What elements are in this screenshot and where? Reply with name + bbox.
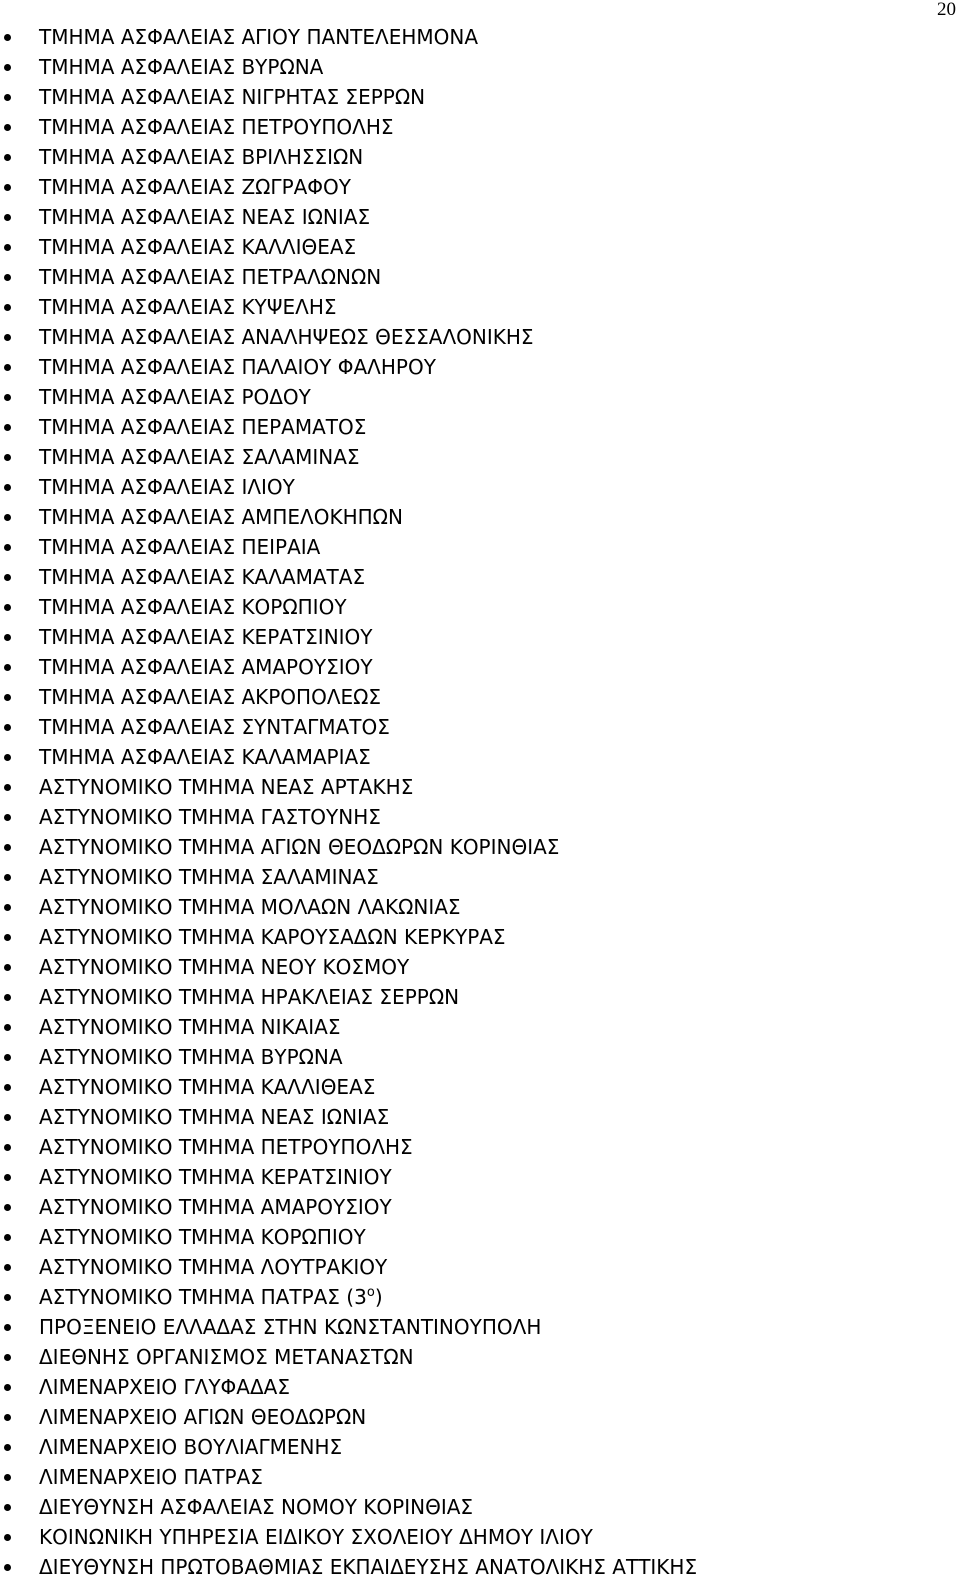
list-item-text: ΤΜΗΜΑ ΑΣΦΑΛΕΙΑΣ ΙΛΙΟΥ [39, 475, 295, 499]
bullet-icon [4, 1414, 11, 1421]
list-item [0, 952, 960, 982]
list-item-text: ΛΙΜΕΝΑΡΧΕΙΟ ΒΟΥΛΙΑΓΜΕΝΗΣ [39, 1435, 343, 1459]
bullet-icon [4, 424, 11, 431]
list-item-text: ΑΣΤΥΝΟΜΙΚΟ ΤΜΗΜΑ ΝΕΑΣ ΙΩΝΙΑΣ [39, 1105, 390, 1129]
list-item [0, 772, 960, 802]
bullet-icon [4, 64, 11, 71]
list-item-superscript: ο [366, 1285, 375, 1300]
bullet-icon [4, 1294, 11, 1301]
list-item-text: ΤΜΗΜΑ ΑΣΦΑΛΕΙΑΣ ΚΕΡΑΤΣΙΝΙΟΥ [39, 625, 373, 649]
list-item-text: ΑΣΤΥΝΟΜΙΚΟ ΤΜΗΜΑ ΒΥΡΩΝΑ [39, 1045, 343, 1069]
bullet-icon [4, 1054, 11, 1061]
list-item [0, 352, 960, 382]
bullet-icon [4, 1174, 11, 1181]
list-item-text: ΑΣΤΥΝΟΜΙΚΟ ΤΜΗΜΑ ΝΕΑΣ ΑΡΤΑΚΗΣ [39, 775, 414, 799]
list-item [0, 652, 960, 682]
list-item-text: ΑΣΤΥΝΟΜΙΚΟ ΤΜΗΜΑ ΜΟΛΑΩΝ ΛΑΚΩΝΙΑΣ [39, 895, 461, 919]
list-item [0, 262, 960, 292]
list-item-text: ΑΣΤΥΝΟΜΙΚΟ ΤΜΗΜΑ ΣΑΛΑΜΙΝΑΣ [39, 865, 379, 889]
list-item-text: ΠΡΟΞΕΝΕΙΟ ΕΛΛΑΔΑΣ ΣΤΗΝ ΚΩΝΣΤΑΝΤΙΝΟΥΠΟΛΗ [39, 1315, 542, 1339]
list-item-text: ΤΜΗΜΑ ΑΣΦΑΛΕΙΑΣ ΚΥΨΕΛΗΣ [39, 295, 337, 319]
list-item [0, 1162, 960, 1192]
list-item-text: ΤΜΗΜΑ ΑΣΦΑΛΕΙΑΣ ΑΜΠΕΛΟΚΗΠΩΝ [39, 505, 403, 529]
list-item [0, 1552, 960, 1582]
list-item [0, 292, 960, 322]
list-item-text: ΤΜΗΜΑ ΑΣΦΑΛΕΙΑΣ ΚΑΛΛΙΘΕΑΣ [39, 235, 357, 259]
list-item-text: ΑΣΤΥΝΟΜΙΚΟ ΤΜΗΜΑ ΚΕΡΑΤΣΙΝΙΟΥ [39, 1165, 392, 1189]
list-item [0, 1522, 960, 1552]
list-item [0, 52, 960, 82]
list-item [0, 592, 960, 622]
list-item-text: ΔΙΕΥΘΥΝΣΗ ΠΡΩΤΟΒΑΘΜΙΑΣ ΕΚΠΑΙΔΕΥΣΗΣ ΑΝΑΤΟΛΙΚΗΣ ΑΤΤΙΚΗΣ [39, 1555, 698, 1579]
bullet-icon [4, 1444, 11, 1451]
list-item [0, 1132, 960, 1162]
list-item-text: ΤΜΗΜΑ ΑΣΦΑΛΕΙΑΣ ΠΕΙΡΑΙΑ [39, 535, 321, 559]
list-item-text: ΤΜΗΜΑ ΑΣΦΑΛΕΙΑΣ ΣΑΛΑΜΙΝΑΣ [39, 445, 360, 469]
bullet-icon [4, 1534, 11, 1541]
list-item-text: ΑΣΤΥΝΟΜΙΚΟ ΤΜΗΜΑ ΠΑΤΡΑΣ (3 [39, 1285, 367, 1309]
list-item [0, 382, 960, 412]
bullet-icon [4, 994, 11, 1001]
list-item-text: ΤΜΗΜΑ ΑΣΦΑΛΕΙΑΣ ΚΟΡΩΠΙΟΥ [39, 595, 347, 619]
list-item [0, 1192, 960, 1222]
list-item-text: ΑΣΤΥΝΟΜΙΚΟ ΤΜΗΜΑ ΚΟΡΩΠΙΟΥ [39, 1225, 366, 1249]
list-item [0, 1042, 960, 1072]
list-item-text: ΤΜΗΜΑ ΑΣΦΑΛΕΙΑΣ ΑΚΡΟΠΟΛΕΩΣ [39, 685, 382, 709]
list-item-text: ΤΜΗΜΑ ΑΣΦΑΛΕΙΑΣ ΒΡΙΛΗΣΣΙΩΝ [39, 145, 364, 169]
list-item [0, 1072, 960, 1102]
bullet-icon [4, 34, 11, 41]
list-item [0, 562, 960, 592]
list-item-text: ΤΜΗΜΑ ΑΣΦΑΛΕΙΑΣ ΝΙΓΡΗΤΑΣ ΣΕΡΡΩΝ [39, 85, 426, 109]
list-item-text: ΤΜΗΜΑ ΑΣΦΑΛΕΙΑΣ ΠΕΤΡΟΥΠΟΛΗΣ [39, 115, 394, 139]
list-item [0, 472, 960, 502]
list-item [0, 1012, 960, 1042]
list-item-text: ΔΙΕΥΘΥΝΣΗ ΑΣΦΑΛΕΙΑΣ ΝΟΜΟΥ ΚΟΡΙΝΘΙΑΣ [39, 1495, 474, 1519]
bullet-icon [4, 814, 11, 821]
bullet-icon [4, 154, 11, 161]
bullet-icon [4, 1114, 11, 1121]
list-item-text: ΤΜΗΜΑ ΑΣΦΑΛΕΙΑΣ ΑΓΙΟΥ ΠΑΝΤΕΛΕΗΜΟΝΑ [39, 25, 479, 49]
bullet-icon [4, 214, 11, 221]
list-item-text: ΔΙΕΘΝΗΣ ΟΡΓΑΝΙΣΜΟΣ ΜΕΤΑΝΑΣΤΩΝ [39, 1345, 414, 1369]
list-item-text: ΤΜΗΜΑ ΑΣΦΑΛΕΙΑΣ ΑΜΑΡΟΥΣΙΟΥ [39, 655, 373, 679]
list-item-text: ΤΜΗΜΑ ΑΣΦΑΛΕΙΑΣ ΑΝΑΛΗΨΕΩΣ ΘΕΣΣΑΛΟΝΙΚΗΣ [39, 325, 534, 349]
list-item [0, 1462, 960, 1492]
list-item [0, 1492, 960, 1522]
list-item-text: ΑΣΤΥΝΟΜΙΚΟ ΤΜΗΜΑ ΚΑΛΛΙΘΕΑΣ [39, 1075, 376, 1099]
list-item [0, 412, 960, 442]
bullet-icon [4, 634, 11, 641]
list-item [0, 202, 960, 232]
bullet-icon [4, 1564, 11, 1571]
list-item-text: ΤΜΗΜΑ ΑΣΦΑΛΕΙΑΣ ΚΑΛΑΜΑΡΙΑΣ [39, 745, 371, 769]
list-item-text: ΤΜΗΜΑ ΑΣΦΑΛΕΙΑΣ ΡΟΔΟΥ [39, 385, 311, 409]
bullet-icon [4, 1324, 11, 1331]
list-item-text: ΑΣΤΥΝΟΜΙΚΟ ΤΜΗΜΑ ΠΕΤΡΟΥΠΟΛΗΣ [39, 1135, 413, 1159]
bullet-icon [4, 1024, 11, 1031]
list-item-text: ΑΣΤΥΝΟΜΙΚΟ ΤΜΗΜΑ ΝΕΟΥ ΚΟΣΜΟΥ [39, 955, 410, 979]
bullet-icon [4, 274, 11, 281]
bullet-icon [4, 1084, 11, 1091]
list-item [0, 1432, 960, 1462]
list-item [0, 1282, 960, 1312]
list-item [0, 1312, 960, 1342]
list-item-text: ΚΟΙΝΩΝΙΚΗ ΥΠΗΡΕΣΙΑ ΕΙΔΙΚΟΥ ΣΧΟΛΕΙΟΥ ΔΗΜΟΥ ΙΛΙΟΥ [39, 1525, 593, 1549]
list-item-text: ΑΣΤΥΝΟΜΙΚΟ ΤΜΗΜΑ ΓΑΣΤΟΥΝΗΣ [39, 805, 381, 829]
bullet-icon [4, 394, 11, 401]
list-item [0, 1252, 960, 1282]
list-item [0, 502, 960, 532]
bullet-icon [4, 544, 11, 551]
bullet-icon [4, 604, 11, 611]
list-item [0, 1102, 960, 1132]
list-item [0, 172, 960, 202]
bullet-icon [4, 754, 11, 761]
list-item [0, 322, 960, 352]
list-item-text: ΤΜΗΜΑ ΑΣΦΑΛΕΙΑΣ ΠΕΡΑΜΑΤΟΣ [39, 415, 367, 439]
bullet-icon [4, 484, 11, 491]
list-item [0, 442, 960, 472]
list-item [0, 802, 960, 832]
bullet-icon [4, 1504, 11, 1511]
bullet-icon [4, 184, 11, 191]
list-item [0, 112, 960, 142]
bullet-icon [4, 724, 11, 731]
list-item [0, 82, 960, 112]
list-item-text: ΑΣΤΥΝΟΜΙΚΟ ΤΜΗΜΑ ΚΑΡΟΥΣΑΔΩΝ ΚΕΡΚΥΡΑΣ [39, 925, 506, 949]
bullet-icon [4, 124, 11, 131]
list-item [0, 142, 960, 172]
list-item [0, 712, 960, 742]
bullet-icon [4, 1384, 11, 1391]
list-item [0, 832, 960, 862]
list-item-text: ΑΣΤΥΝΟΜΙΚΟ ΤΜΗΜΑ ΑΓΙΩΝ ΘΕΟΔΩΡΩΝ ΚΟΡΙΝΘΙΑΣ [39, 835, 560, 859]
list-item-text: ΤΜΗΜΑ ΑΣΦΑΛΕΙΑΣ ΣΥΝΤΑΓΜΑΤΟΣ [39, 715, 390, 739]
list-item-text: ΑΣΤΥΝΟΜΙΚΟ ΤΜΗΜΑ ΝΙΚΑΙΑΣ [39, 1015, 341, 1039]
list-item-text: ΤΜΗΜΑ ΑΣΦΑΛΕΙΑΣ ΠΑΛΑΙΟΥ ΦΑΛΗΡΟΥ [39, 355, 436, 379]
list-item-text: ΑΣΤΥΝΟΜΙΚΟ ΤΜΗΜΑ ΛΟΥΤΡΑΚΙΟΥ [39, 1255, 388, 1279]
bullet-icon [4, 874, 11, 881]
organization-list [0, 22, 960, 1582]
list-item-text: ΛΙΜΕΝΑΡΧΕΙΟ ΠΑΤΡΑΣ [39, 1465, 263, 1489]
bullet-icon [4, 514, 11, 521]
bullet-icon [4, 664, 11, 671]
list-item [0, 232, 960, 262]
list-item-text: ΤΜΗΜΑ ΑΣΦΑΛΕΙΑΣ ΒΥΡΩΝΑ [39, 55, 324, 79]
list-item-text: ΤΜΗΜΑ ΑΣΦΑΛΕΙΑΣ ΖΩΓΡΑΦΟΥ [39, 175, 352, 199]
bullet-icon [4, 934, 11, 941]
list-item [0, 1402, 960, 1432]
bullet-icon [4, 844, 11, 851]
bullet-icon [4, 904, 11, 911]
list-item-text: ΛΙΜΕΝΑΡΧΕΙΟ ΑΓΙΩΝ ΘΕΟΔΩΡΩΝ [39, 1405, 367, 1429]
list-item [0, 982, 960, 1012]
bullet-icon [4, 454, 11, 461]
bullet-icon [4, 244, 11, 251]
bullet-icon [4, 1234, 11, 1241]
bullet-icon [4, 964, 11, 971]
list-item [0, 892, 960, 922]
list-item [0, 1342, 960, 1372]
bullet-icon [4, 304, 11, 311]
list-item-text: ΤΜΗΜΑ ΑΣΦΑΛΕΙΑΣ ΝΕΑΣ ΙΩΝΙΑΣ [39, 205, 371, 229]
list-item [0, 862, 960, 892]
list-item-text: ΛΙΜΕΝΑΡΧΕΙΟ ΓΛΥΦΑΔΑΣ [39, 1375, 290, 1399]
bullet-icon [4, 694, 11, 701]
list-item [0, 742, 960, 772]
bullet-icon [4, 1144, 11, 1151]
list-item [0, 682, 960, 712]
list-item [0, 22, 960, 52]
list-item-text: ΤΜΗΜΑ ΑΣΦΑΛΕΙΑΣ ΠΕΤΡΑΛΩΝΩΝ [39, 265, 382, 289]
bullet-icon [4, 94, 11, 101]
list-item [0, 922, 960, 952]
list-item-text: ΑΣΤΥΝΟΜΙΚΟ ΤΜΗΜΑ ΑΜΑΡΟΥΣΙΟΥ [39, 1195, 392, 1219]
list-item [0, 622, 960, 652]
list-item [0, 1372, 960, 1402]
bullet-icon [4, 334, 11, 341]
list-item-text-end: ) [374, 1285, 383, 1309]
list-item-text: ΑΣΤΥΝΟΜΙΚΟ ΤΜΗΜΑ ΗΡΑΚΛΕΙΑΣ ΣΕΡΡΩΝ [39, 985, 460, 1009]
page-number: 20 [937, 0, 956, 20]
bullet-icon [4, 1264, 11, 1271]
bullet-icon [4, 364, 11, 371]
bullet-icon [4, 1204, 11, 1211]
bullet-icon [4, 1474, 11, 1481]
list-item-text: ΤΜΗΜΑ ΑΣΦΑΛΕΙΑΣ ΚΑΛΑΜΑΤΑΣ [39, 565, 366, 589]
bullet-icon [4, 574, 11, 581]
bullet-icon [4, 1354, 11, 1361]
list-item [0, 532, 960, 562]
list-item [0, 1222, 960, 1252]
bullet-icon [4, 784, 11, 791]
